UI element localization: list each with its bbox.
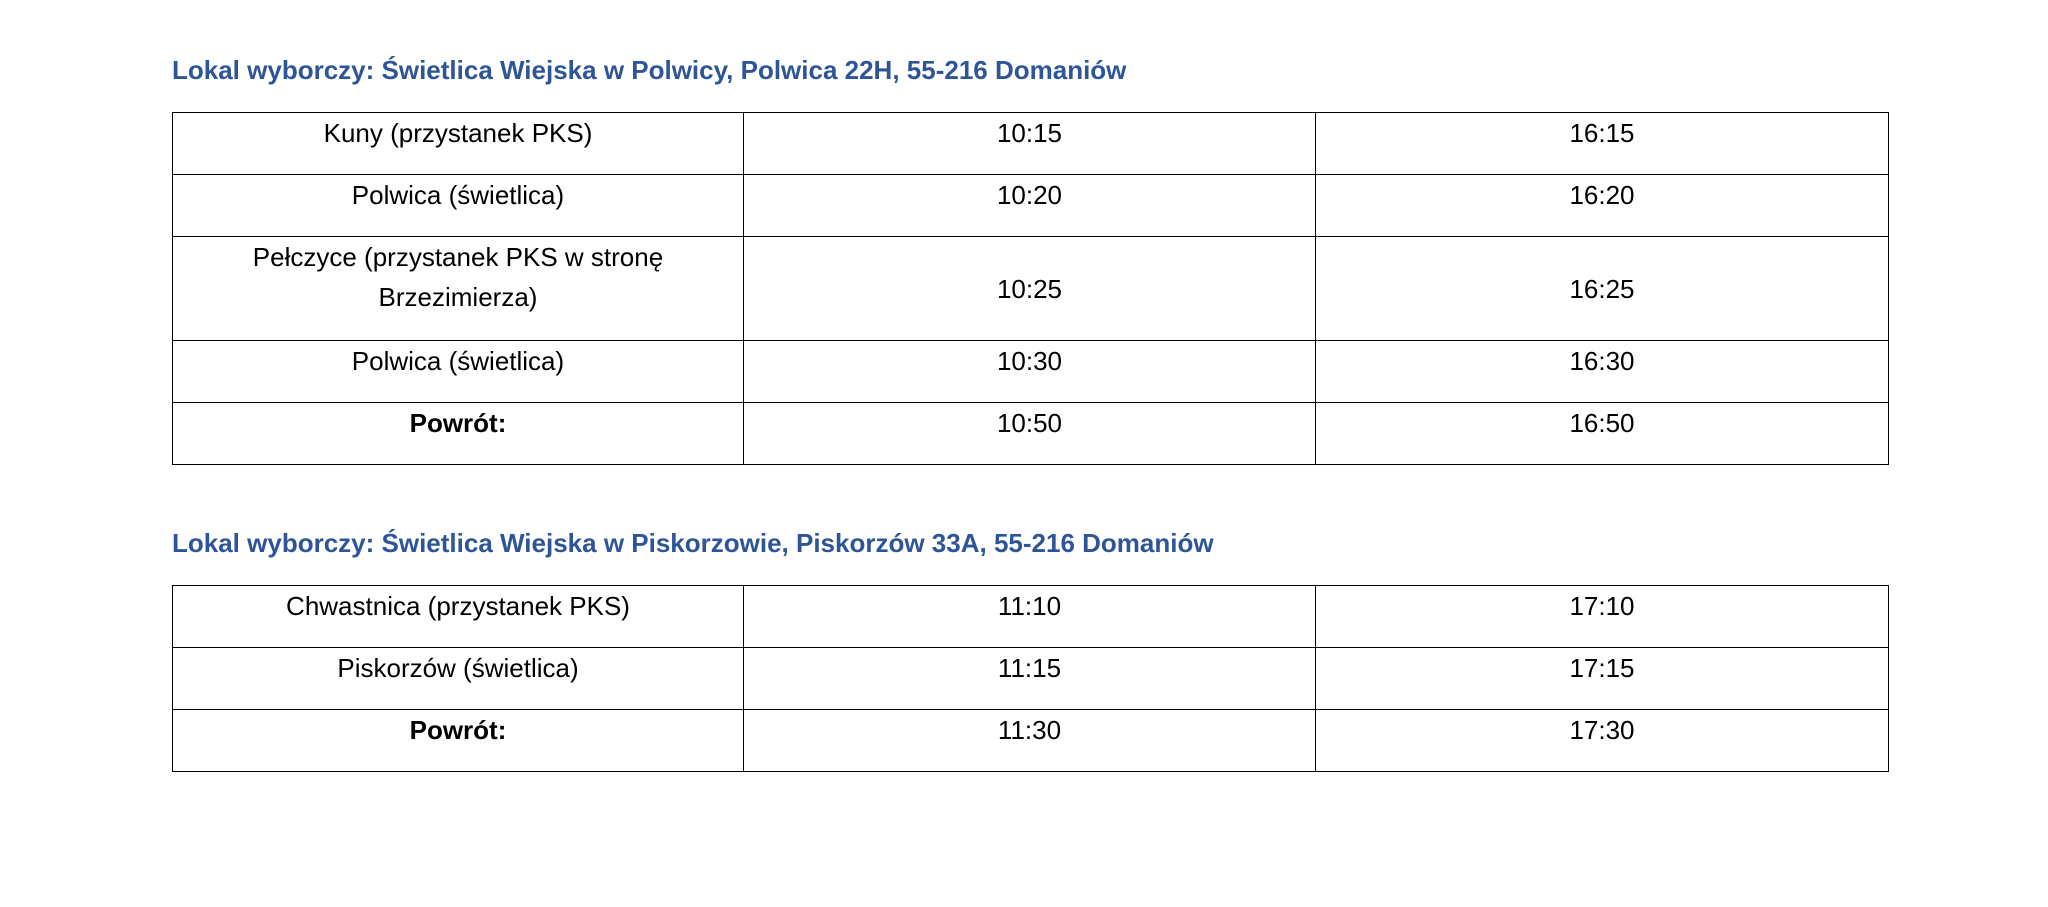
stop-cell (173, 237, 744, 341)
time-cell-morning: 10:20 (744, 175, 1316, 237)
time-cell-morning: 10:50 (744, 403, 1316, 465)
stop-cell-line-1: Pełczyce (przystanek PKS w stronę (252, 242, 664, 272)
time-cell-morning: 10:25 (744, 237, 1316, 341)
table-row (173, 113, 1889, 175)
section-heading-piskorzow: Lokal wyborczy: Świetlica Wiejska w Piskorzowie, Piskorzów 33A, 55-216 Domaniów (172, 528, 1214, 558)
time-cell-morning: 11:15 (744, 648, 1316, 710)
time-cell-afternoon: 17:15 (1316, 648, 1889, 710)
schedule-table-piskorzow (172, 585, 1889, 772)
table-row (173, 237, 1889, 341)
stop-cell-line-2: Brzezimierza) (378, 282, 538, 312)
stop-cell: Chwastnica (przystanek PKS) (173, 586, 744, 648)
table-row-return (173, 403, 1889, 465)
table-row (173, 341, 1889, 403)
time-cell-afternoon: 16:15 (1316, 113, 1889, 175)
table-row-return (173, 710, 1889, 772)
time-cell-afternoon: 16:50 (1316, 403, 1889, 465)
polling-station-piskorzow-section (172, 525, 1888, 772)
time-cell-morning: 10:15 (744, 113, 1316, 175)
time-cell-morning: 11:30 (744, 710, 1316, 772)
stop-cell: Kuny (przystanek PKS) (173, 113, 744, 175)
stop-cell: Piskorzów (świetlica) (173, 648, 744, 710)
time-cell-morning: 10:30 (744, 341, 1316, 403)
stop-cell: Polwica (świetlica) (173, 341, 744, 403)
time-cell-afternoon: 16:20 (1316, 175, 1889, 237)
time-cell-afternoon: 16:25 (1316, 237, 1889, 341)
stop-cell: Polwica (świetlica) (173, 175, 744, 237)
table-row (173, 586, 1889, 648)
time-cell-afternoon: 16:30 (1316, 341, 1889, 403)
table-row (173, 175, 1889, 237)
time-cell-afternoon: 17:30 (1316, 710, 1889, 772)
return-label-cell: Powrót: (173, 403, 744, 465)
return-label-cell: Powrót: (173, 710, 744, 772)
section-heading-polwica: Lokal wyborczy: Świetlica Wiejska w Polwicy, Polwica 22H, 55-216 Domaniów (172, 55, 1127, 85)
schedule-table-polwica (172, 112, 1889, 465)
polling-station-polwica-section (172, 52, 1888, 465)
table-row (173, 648, 1889, 710)
time-cell-morning: 11:10 (744, 586, 1316, 648)
time-cell-afternoon: 17:10 (1316, 586, 1889, 648)
